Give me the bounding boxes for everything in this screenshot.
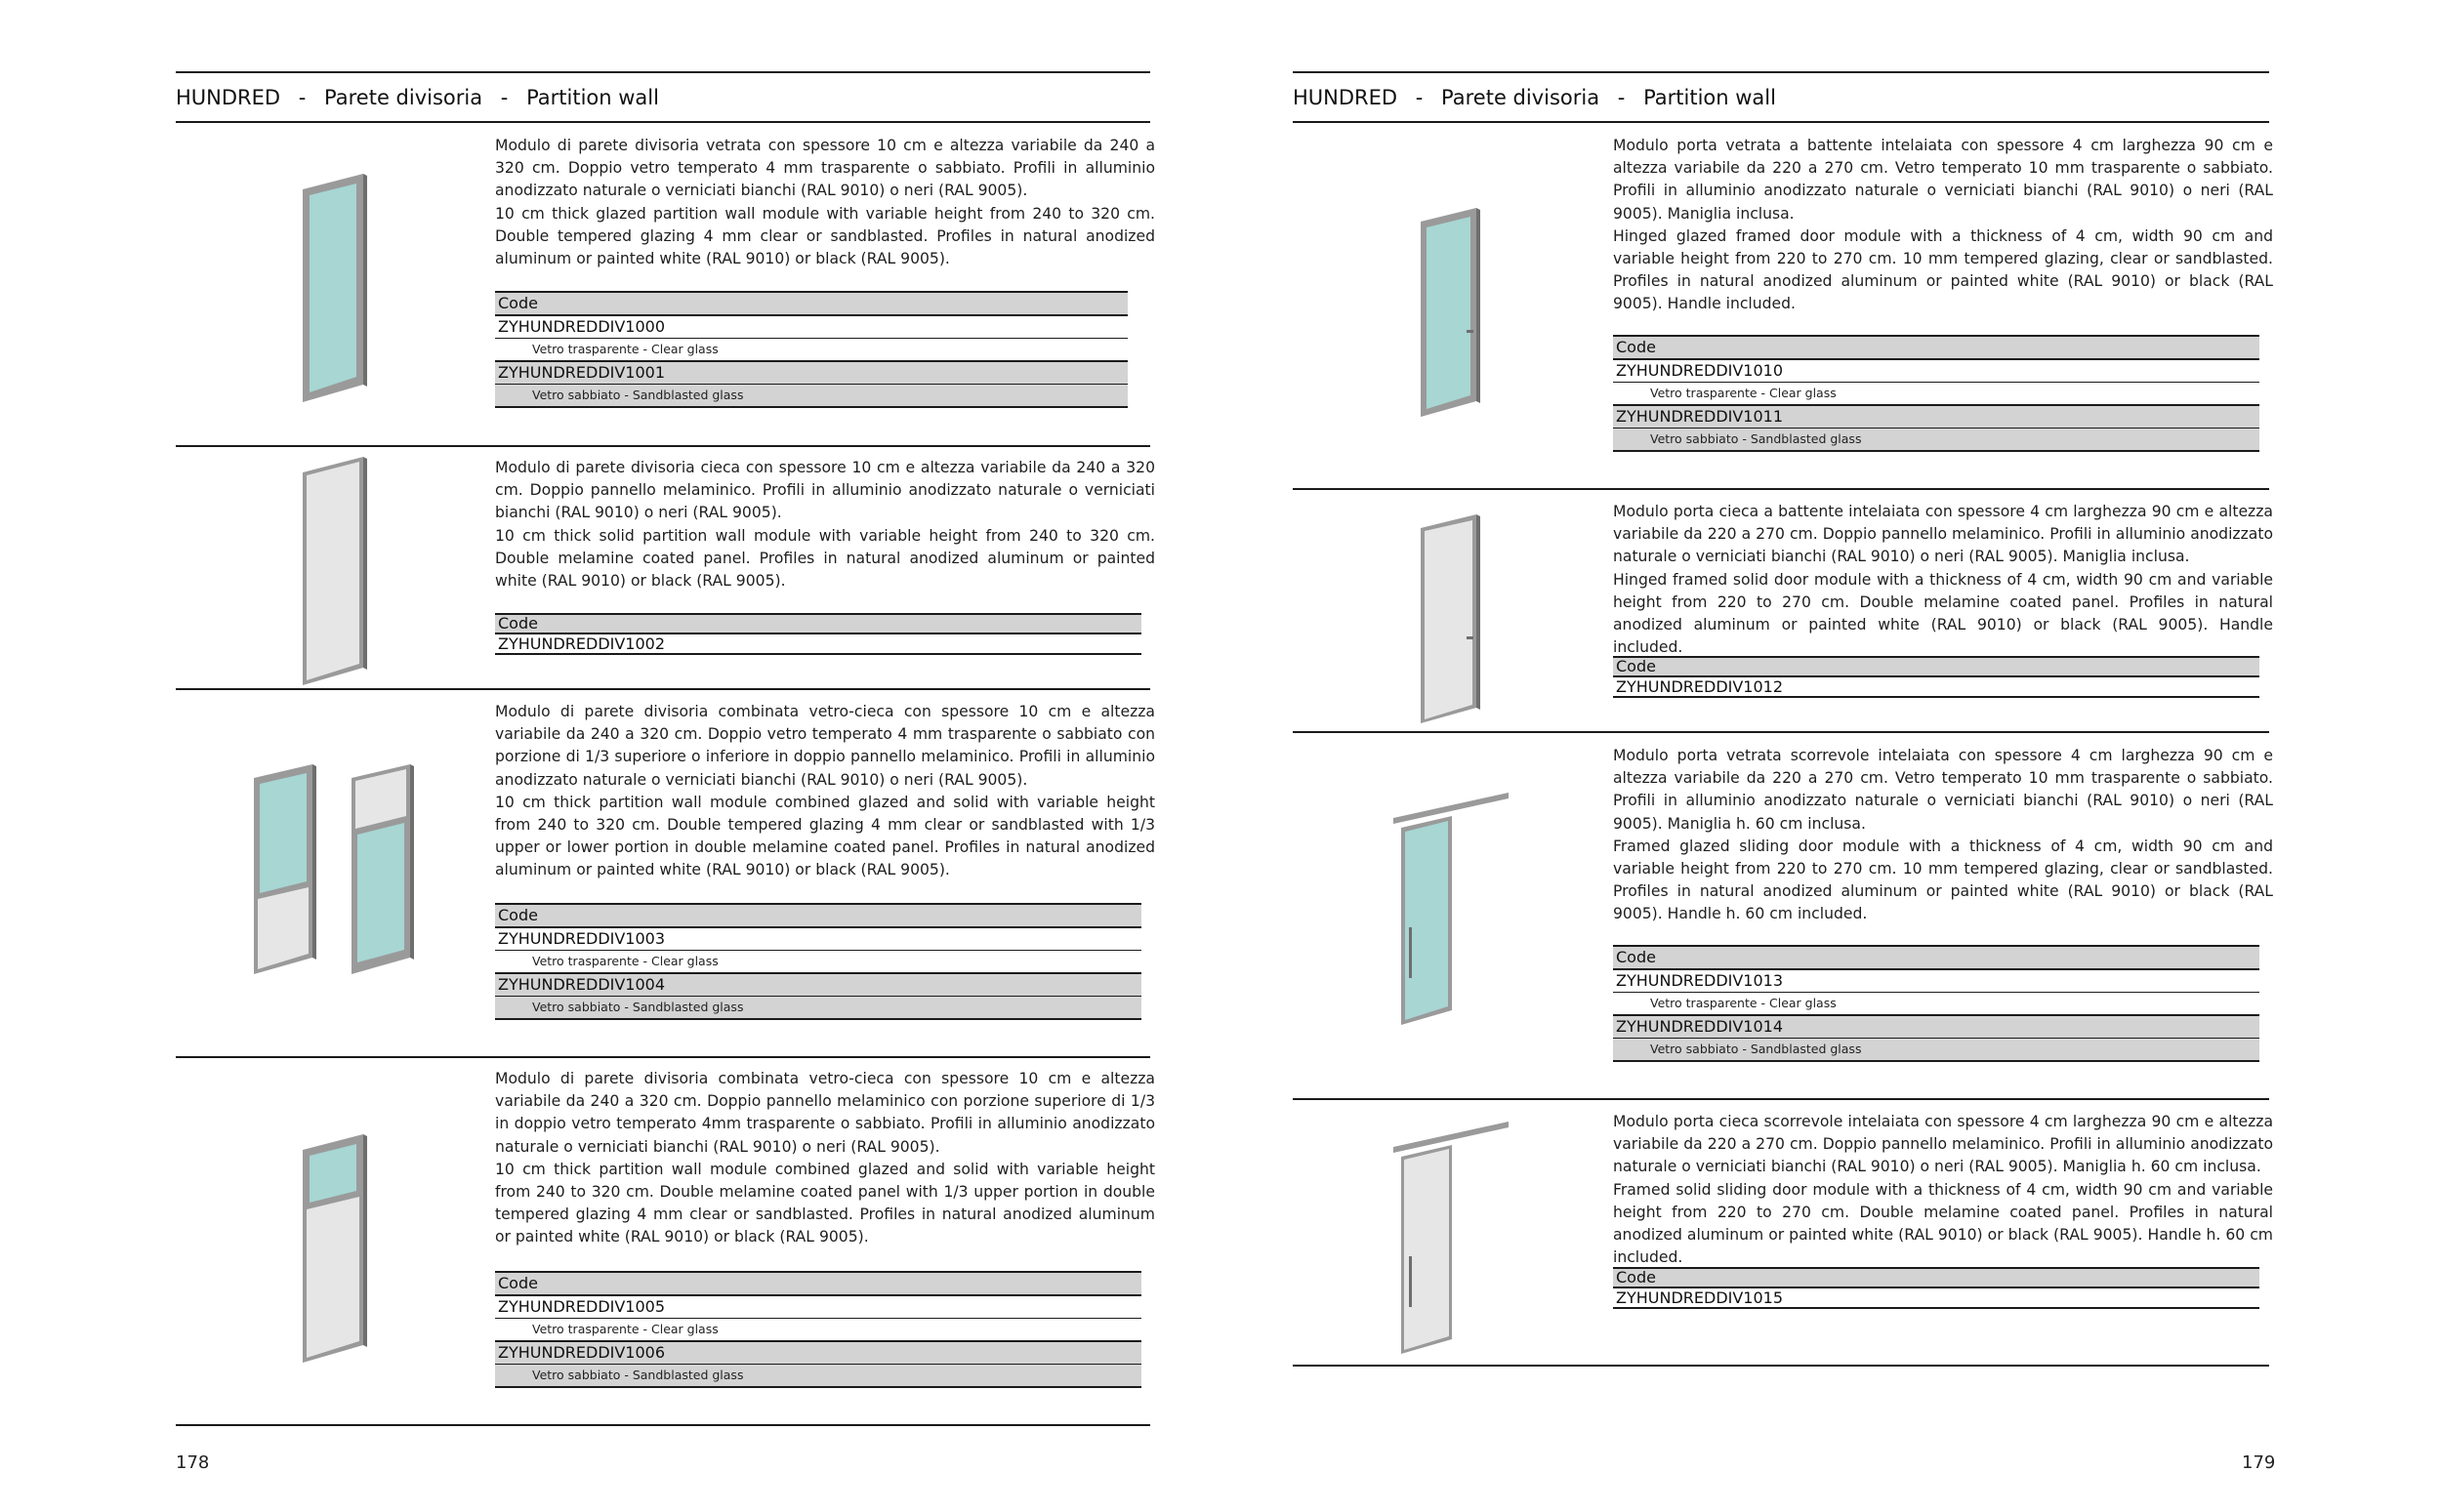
code-header: Code	[1613, 656, 2259, 675]
code-table-end	[495, 653, 1141, 655]
module-description	[1613, 501, 2273, 659]
description-it: Modulo di parete divisoria cieca con spessore 10 cm e altezza variabile da 240 a 320 cm. Doppio pannello melaminico. Profili in alluminio anodizzato naturale o verniciati bianchi (RAL 9010) o neri (RAL 9005).	[495, 459, 1155, 522]
code-header: Code	[495, 613, 1141, 633]
description-en: 10 cm thick partition wall module combined glazed and solid with variable height from 240 to 320 cm. Double melamine coated panel with 1/3 upper portion in double tempered glazing 4 mm clear or sandblasted. Profiles in natural anodized aluminum or painted white (RAL 9010) or black (RAL 9005).	[495, 1160, 1155, 1246]
glazed-wall-illustration	[293, 172, 381, 406]
module-description	[1613, 1111, 2273, 1269]
product-code: ZYHUNDREDDIV1011	[1613, 404, 2259, 428]
module-description	[1613, 745, 2273, 926]
code-variant: Vetro trasparente - Clear glass	[1613, 992, 2259, 1014]
module-description	[495, 701, 1155, 882]
description-it: Modulo porta cieca a battente intelaiata con spessore 4 cm larghezza 90 cm e altezza variabile da 220 a 270 cm. Doppio pannello melaminico. Profili in alluminio anodizzato naturale o verniciati bianchi (RAL 9010) o neri (RAL 9005). Maniglia inclusa.	[1613, 503, 2273, 566]
code-header: Code	[1613, 1267, 2259, 1287]
code-variant: Vetro sabbiato - Sandblasted glass	[1613, 1038, 2259, 1060]
page-number: 178	[176, 1452, 210, 1473]
code-table	[1613, 335, 2259, 452]
code-table	[495, 613, 1141, 655]
header-separator: -	[298, 86, 307, 109]
header-brand: HUNDRED	[176, 86, 281, 109]
code-variant: Vetro sabbiato - Sandblasted glass	[495, 384, 1128, 406]
hinged-glazed-door-illustration	[1416, 208, 1484, 418]
header-title-en: Partition wall	[526, 86, 659, 109]
product-code: ZYHUNDREDDIV1014	[1613, 1014, 2259, 1038]
code-table-end	[1613, 1307, 2259, 1309]
code-variant: Vetro trasparente - Clear glass	[495, 338, 1128, 360]
description-it: Modulo porta vetrata scorrevole intelaiata con spessore 4 cm larghezza 90 cm e altezza variabile da 220 a 270 cm. Vetro temperato 10 mm trasparente o sabbiato. Profili in alluminio anodizzato naturale o verniciati bianchi (RAL 9010) o neri (RAL 9005). Maniglia h. 60 cm inclusa.	[1613, 747, 2273, 833]
code-table	[495, 1271, 1141, 1388]
code-header: Code	[495, 903, 1141, 926]
product-code: ZYHUNDREDDIV1000	[495, 314, 1128, 338]
header-underline	[1293, 121, 2269, 123]
hinged-solid-door-illustration	[1416, 514, 1484, 724]
code-table	[1613, 1267, 2259, 1309]
code-header: Code	[1613, 945, 2259, 968]
product-code: ZYHUNDREDDIV1010	[1613, 358, 2259, 382]
module-description	[495, 1068, 1155, 1249]
description-it: Modulo porta vetrata a battente intelaiata con spessore 4 cm larghezza 90 cm e altezza variabile da 220 a 270 cm. Vetro temperato 10 mm trasparente o sabbiato. Profili in alluminio anodizzato naturale o verniciati bianchi (RAL 9010) o neri (RAL 9005). Maniglia inclusa.	[1613, 137, 2273, 223]
product-code: ZYHUNDREDDIV1006	[495, 1340, 1141, 1364]
product-code: ZYHUNDREDDIV1004	[495, 972, 1141, 996]
code-table	[1613, 945, 2259, 1062]
module-description	[495, 457, 1155, 593]
code-header: Code	[1613, 335, 2259, 358]
module-description	[1613, 135, 2273, 316]
header-title-it: Parete divisoria	[324, 86, 483, 109]
page-header	[1293, 85, 1776, 110]
section-divider	[1293, 731, 2269, 733]
section-divider	[176, 1424, 1150, 1426]
description-en: Hinged glazed framed door module with a thickness of 4 cm, width 90 cm and variable height from 220 to 270 cm. 10 mm tempered glazing, clear or sandblasted. Profiles in natural anodized aluminum or painted white (RAL 9010) or black (RAL 9005). Handle included.	[1613, 226, 2273, 313]
product-code: ZYHUNDREDDIV1002	[495, 633, 1141, 653]
description-en: Framed solid sliding door module with a thickness of 4 cm, width 90 cm and variable height from 220 to 270 cm. Double melamine coated panel. Profiles in natural anodized aluminum or painted white (RAL 9010) or black (RAL 9005). Handle h. 60 cm included.	[1613, 1180, 2273, 1267]
section-divider	[1293, 488, 2269, 490]
section-divider	[1293, 1098, 2269, 1100]
code-variant: Vetro trasparente - Clear glass	[1613, 382, 2259, 404]
code-table	[1613, 656, 2259, 698]
description-it: Modulo di parete divisoria combinata vetro-cieca con spessore 10 cm e altezza variabile da 240 a 320 cm. Doppio vetro temperato 4 mm trasparente o sabbiato con porzione di 1/3 superiore o inferiore in doppio pannello melaminico. Profili in alluminio anodizzato naturale o verniciati bianchi (RAL 9010) o neri (RAL 9005).	[495, 703, 1155, 789]
code-variant: Vetro trasparente - Clear glass	[495, 950, 1141, 972]
sliding-solid-door-illustration	[1391, 1120, 1518, 1359]
code-table-end	[495, 1386, 1141, 1388]
description-en: 10 cm thick solid partition wall module with variable height from 240 to 320 cm. Double melamine coated panel. Profiles in natural anodized aluminum or painted white (RAL 9010) or black (RAL 9005).	[495, 526, 1155, 591]
section-divider	[176, 688, 1150, 690]
description-en: Framed glazed sliding door module with a thickness of 4 cm, width 90 cm and variable height from 220 to 270 cm. 10 mm tempered glazing, clear or sandblasted. Profiles in natural anodized aluminum or painted white (RAL 9010) or black (RAL 9005). Handle h. 60 cm included.	[1613, 837, 2273, 923]
description-en: 10 cm thick glazed partition wall module with variable height from 240 to 320 cm. Double tempered glazing 4 mm clear or sandblasted. Profiles in natural anodized aluminum or painted white (RAL 9010) or black (RAL 9005).	[495, 204, 1155, 268]
page-number: 179	[2242, 1452, 2276, 1473]
combined-wall-illustration	[249, 764, 425, 994]
left-page	[0, 0, 1220, 1512]
sliding-glazed-door-illustration	[1391, 791, 1518, 1030]
code-table-end	[1613, 450, 2259, 452]
description-it: Modulo porta cieca scorrevole intelaiata con spessore 4 cm larghezza 90 cm e altezza variabile da 220 a 270 cm. Doppio pannello melaminico. Profili in alluminio anodizzato naturale o verniciati bianchi (RAL 9010) o neri (RAL 9005). Maniglia h. 60 cm inclusa.	[1613, 1113, 2273, 1176]
top-rule	[1293, 71, 2269, 73]
product-code: ZYHUNDREDDIV1001	[495, 360, 1128, 384]
description-it: Modulo di parete divisoria vetrata con spessore 10 cm e altezza variabile da 240 a 320 cm. Doppio vetro temperato 4 mm trasparente o sabbiato. Profili in alluminio anodizzato naturale o verniciati bianchi (RAL 9010) o neri (RAL 9005).	[495, 137, 1155, 200]
right-page	[1220, 0, 2441, 1512]
code-variant: Vetro sabbiato - Sandblasted glass	[495, 996, 1141, 1018]
code-header: Code	[495, 291, 1128, 314]
header-title-en: Partition wall	[1643, 86, 1776, 109]
code-table	[495, 903, 1141, 1020]
product-code: ZYHUNDREDDIV1013	[1613, 968, 2259, 992]
header-brand: HUNDRED	[1293, 86, 1398, 109]
combined-wall-glass-top-illustration	[293, 1132, 381, 1367]
description-en: 10 cm thick partition wall module combined glazed and solid with variable height from 240 to 320 cm. Double tempered glazing 4 mm clear or sandblasted with 1/3 upper or lower portion in double melamine coated panel. Profiles in natural anodized aluminum or painted white (RAL 9010) or black (RAL 9005).	[495, 793, 1155, 879]
header-underline	[176, 121, 1150, 123]
code-table-end	[495, 1018, 1141, 1020]
header-separator: -	[500, 86, 509, 109]
product-code: ZYHUNDREDDIV1015	[1613, 1287, 2259, 1307]
code-variant: Vetro trasparente - Clear glass	[495, 1318, 1141, 1340]
code-variant: Vetro sabbiato - Sandblasted glass	[495, 1364, 1141, 1386]
section-divider	[176, 445, 1150, 447]
description-en: Hinged framed solid door module with a thickness of 4 cm, width 90 cm and variable height from 220 to 270 cm. Double melamine coated panel. Profiles in natural anodized aluminum or painted white (RAL 9010) or black (RAL 9005). Handle included.	[1613, 570, 2273, 657]
code-header: Code	[495, 1271, 1141, 1294]
code-table-end	[1613, 1060, 2259, 1062]
section-divider	[176, 1056, 1150, 1058]
code-variant: Vetro sabbiato - Sandblasted glass	[1613, 428, 2259, 450]
product-code: ZYHUNDREDDIV1005	[495, 1294, 1141, 1318]
code-table-end	[1613, 696, 2259, 698]
page-header	[176, 85, 659, 110]
module-description	[495, 135, 1155, 270]
section-divider	[1293, 1365, 2269, 1367]
description-it: Modulo di parete divisoria combinata vetro-cieca con spessore 10 cm e altezza variabile da 240 a 320 cm. Doppio pannello melaminico con porzione superiore di 1/3 in doppio vetro temperato 4mm trasparente o sabbiato. Profili in alluminio anodizzato naturale o verniciati bianchi (RAL 9010) o neri (RAL 9005).	[495, 1070, 1155, 1156]
top-rule	[176, 71, 1150, 73]
header-separator: -	[1415, 86, 1424, 109]
code-table	[495, 291, 1128, 408]
header-separator: -	[1617, 86, 1626, 109]
product-code: ZYHUNDREDDIV1012	[1613, 675, 2259, 696]
product-code: ZYHUNDREDDIV1003	[495, 926, 1141, 950]
code-table-end	[495, 406, 1128, 408]
header-title-it: Parete divisoria	[1441, 86, 1600, 109]
solid-wall-illustration	[293, 455, 381, 689]
